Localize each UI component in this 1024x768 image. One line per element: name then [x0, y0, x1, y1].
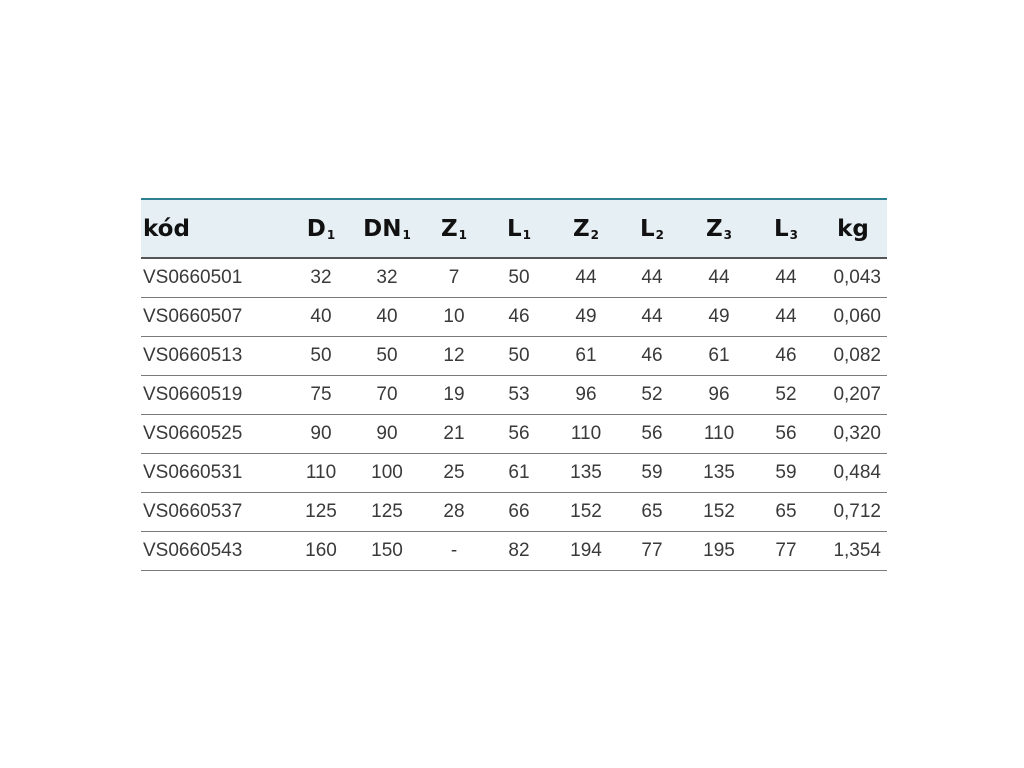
cell-d1: 160	[305, 539, 337, 561]
cell-d1: 50	[310, 344, 332, 366]
table-row	[141, 453, 887, 492]
header-z2: $Z_2$	[572, 215, 600, 242]
cell-l3: 77	[775, 539, 797, 561]
cell-kg: 0,060	[833, 305, 881, 327]
table-row	[141, 414, 887, 453]
table-row	[141, 297, 887, 336]
cell-l1: 82	[508, 539, 530, 561]
cell-kod: VS0660537	[143, 500, 243, 522]
header-l1: $L_1$	[506, 215, 531, 242]
cell-dn1: 32	[376, 266, 398, 288]
cell-l2: 44	[641, 305, 663, 327]
header-l3: $L_3$	[773, 215, 798, 242]
header-l2: $L_2$	[639, 215, 664, 242]
cell-kg: 0,484	[833, 461, 881, 483]
dimensions-table	[141, 200, 887, 571]
cell-z1: 28	[443, 500, 465, 522]
cell-l3: 52	[775, 383, 797, 405]
cell-z2: 135	[570, 461, 602, 483]
cell-l3: 59	[775, 461, 797, 483]
cell-kg: 0,082	[833, 344, 881, 366]
cell-l1: 66	[508, 500, 530, 522]
cell-l1: 56	[508, 422, 530, 444]
cell-dn1: 70	[376, 383, 398, 405]
cell-l1: 50	[508, 266, 530, 288]
cell-z2: 61	[575, 344, 597, 366]
cell-kod: VS0660519	[143, 383, 243, 405]
table-header-row	[141, 200, 887, 258]
cell-z1: -	[450, 539, 458, 561]
cell-l3: 46	[775, 344, 797, 366]
cell-z1: 7	[448, 266, 460, 288]
cell-z1: 19	[443, 383, 465, 405]
cell-dn1: 150	[371, 539, 403, 561]
cell-z3: 135	[703, 461, 735, 483]
cell-l1: 61	[508, 461, 530, 483]
cell-dn1: 40	[376, 305, 398, 327]
table-row	[141, 258, 887, 297]
cell-kod: VS0660543	[143, 539, 243, 561]
cell-d1: 125	[305, 500, 337, 522]
cell-l2: 77	[641, 539, 663, 561]
cell-d1: 90	[310, 422, 332, 444]
table-row	[141, 531, 887, 570]
cell-z1: 21	[443, 422, 465, 444]
cell-kod: VS0660501	[143, 266, 243, 288]
cell-dn1: 100	[371, 461, 403, 483]
cell-l2: 59	[641, 461, 663, 483]
cell-dn1: 125	[371, 500, 403, 522]
cell-kg: 1,354	[833, 539, 881, 561]
header-dn1: $DN_1$	[363, 215, 411, 242]
dimensions-table-container	[141, 198, 887, 571]
cell-kg: 0,207	[833, 383, 881, 405]
cell-z1: 10	[443, 305, 465, 327]
header-d1: $D_1$	[306, 215, 336, 242]
cell-kg: 0,043	[833, 266, 881, 288]
cell-kod: VS0660525	[143, 422, 243, 444]
cell-l1: 46	[508, 305, 530, 327]
cell-d1: 75	[310, 383, 332, 405]
cell-d1: 110	[305, 461, 337, 483]
cell-z3: 152	[703, 500, 735, 522]
cell-l2: 56	[641, 422, 663, 444]
cell-z2: 96	[575, 383, 597, 405]
header-kod: kód	[143, 215, 190, 242]
cell-z2: 194	[570, 539, 602, 561]
cell-l2: 46	[641, 344, 663, 366]
cell-z3: 195	[703, 539, 735, 561]
cell-l2: 52	[641, 383, 663, 405]
cell-l1: 53	[508, 383, 530, 405]
cell-z1: 12	[443, 344, 465, 366]
header-z3: $Z_3$	[705, 215, 733, 242]
cell-z3: 96	[708, 383, 730, 405]
cell-l2: 65	[641, 500, 663, 522]
cell-z2: 49	[575, 305, 597, 327]
cell-d1: 40	[310, 305, 332, 327]
cell-l3: 44	[775, 266, 797, 288]
cell-kod: VS0660531	[143, 461, 243, 483]
cell-z3: 49	[708, 305, 730, 327]
cell-l2: 44	[641, 266, 663, 288]
cell-z1: 25	[443, 461, 465, 483]
cell-z3: 44	[708, 266, 730, 288]
header-z1: $Z_1$	[440, 215, 468, 242]
cell-z3: 61	[708, 344, 730, 366]
cell-z2: 44	[575, 266, 597, 288]
table-row	[141, 336, 887, 375]
cell-l1: 50	[508, 344, 530, 366]
cell-kg: 0,712	[833, 500, 881, 522]
cell-dn1: 50	[376, 344, 398, 366]
cell-kod: VS0660513	[143, 344, 243, 366]
cell-d1: 32	[310, 266, 332, 288]
cell-z2: 110	[570, 422, 602, 444]
cell-l3: 56	[775, 422, 797, 444]
table-row	[141, 492, 887, 531]
cell-kod: VS0660507	[143, 305, 243, 327]
cell-l3: 44	[775, 305, 797, 327]
cell-z2: 152	[570, 500, 602, 522]
cell-z3: 110	[703, 422, 735, 444]
table-row	[141, 375, 887, 414]
cell-l3: 65	[775, 500, 797, 522]
cell-kg: 0,320	[833, 422, 881, 444]
header-kg: kg	[837, 215, 869, 242]
cell-dn1: 90	[376, 422, 398, 444]
